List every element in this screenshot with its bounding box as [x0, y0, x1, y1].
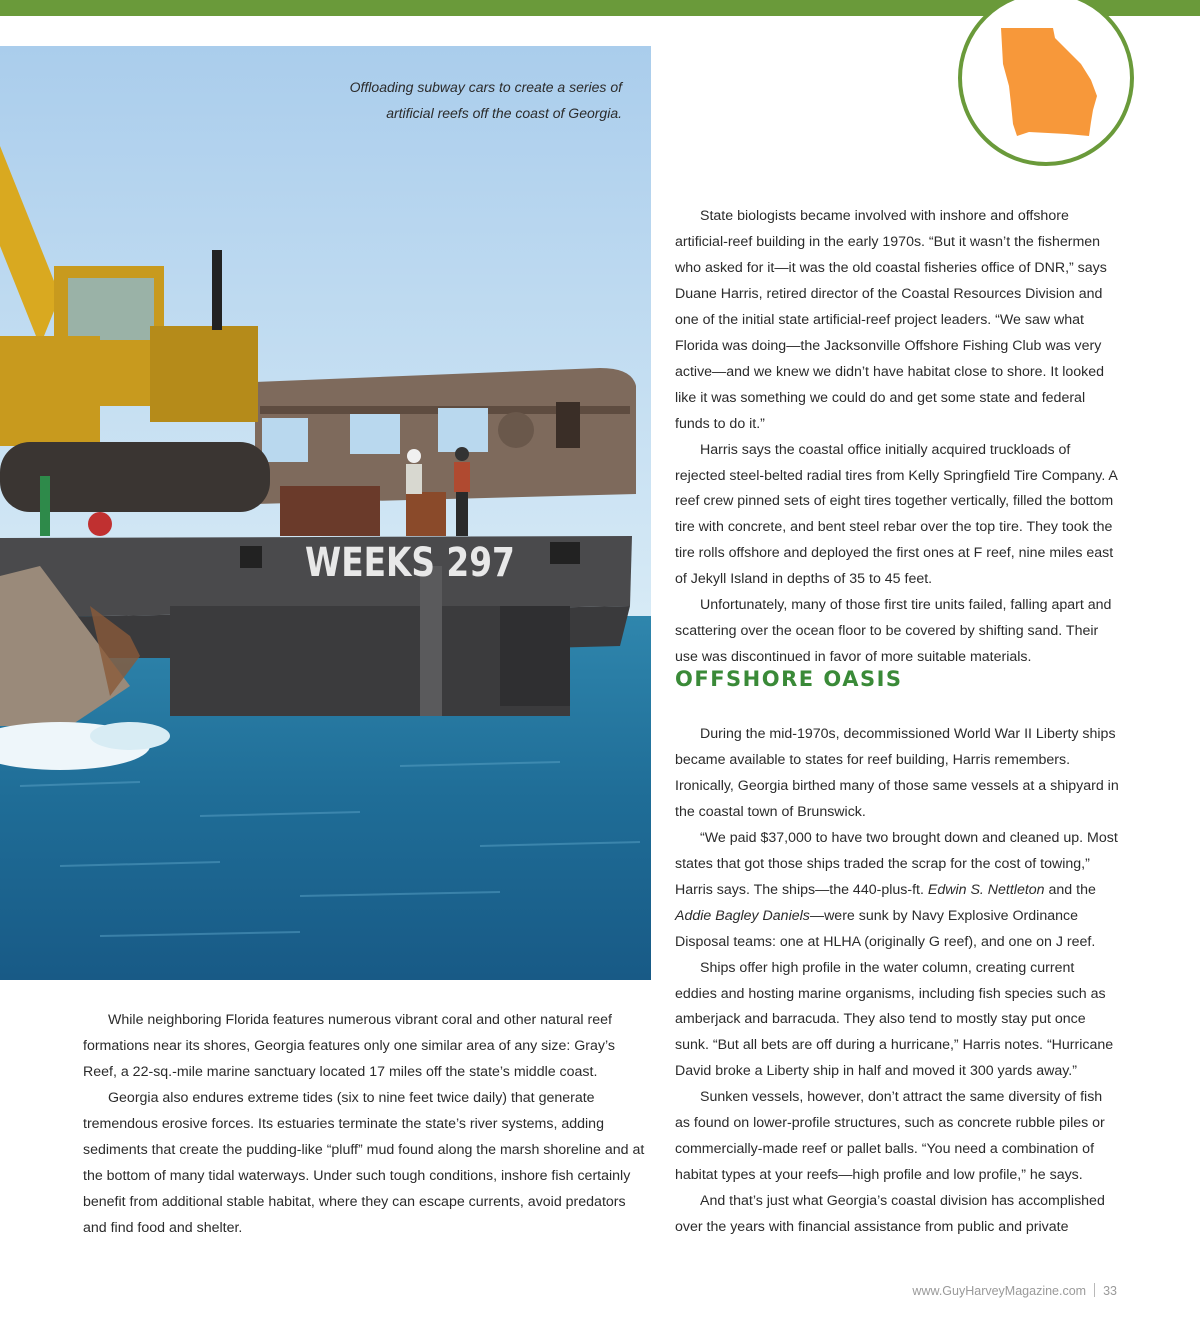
text-run: —were sunk by Navy Explosive Ordinance Disposal teams: one at HLHA (originally G reef), and one on J reef.: [675, 907, 1096, 950]
paragraph: Harris says the coastal office initially acquired truckloads of rejected steel-belted radial tires from Kelly Springfield Tire Company. A reef crew pinned sets of eight tires together vertically, filled the bottom tire with concrete, and bent steel rebar over the top tire. They took the tire rolls offshore and deployed the first ones at F reef, nine miles east of Jekyll Island in depths of 35 to 45 feet.: [675, 441, 1118, 588]
ship-name: Addie Bagley Daniels: [675, 907, 810, 924]
caption-line-2: artificial reefs off the coast of Georgia.: [386, 105, 622, 121]
footer-divider: [1094, 1283, 1095, 1297]
paragraph: Sunken vessels, however, don’t attract the same diversity of fish as found on lower-profile structures, such as concrete rubble piles or commercially-made reef or pallet balls. “You need a combination of habitat types at your reefs—high profile and low profile,” he says.: [675, 1089, 1105, 1184]
paragraph: Ships offer high profile in the water column, creating current eddies and hosting marine organisms, including fish species such as amberjack and barracuda. They also tend to mostly stay put once sunk. “But all bets are off during a hurricane,” Harris notes. “Hurricane David broke a Liberty ship in half and moved it 300 yards away.”: [675, 959, 1114, 1080]
barge-label: WEEKS 297: [305, 538, 515, 586]
georgia-state-badge: [957, 0, 1137, 166]
photo-caption: [300, 74, 622, 126]
caption-line-1: Offloading subway cars to create a series of: [349, 79, 622, 95]
page-footer: [912, 1283, 1117, 1298]
paragraph: Georgia also endures extreme tides (six to nine feet twice daily) that generate tremendous erosive forces. Its estuaries terminate the state’s river systems, adding sediments that create the pudding-like “pluff” mud found along the marsh shoreline and at the bottom of many tidal waterways. Under such tough conditions, inshore fish certainly benefit from additional stable habitat, where they can escape currents, avoid predators and find food and shelter.: [83, 1089, 645, 1236]
paragraph: [675, 826, 1120, 956]
barge-photo: [0, 46, 651, 980]
left-column: [83, 1008, 649, 1242]
paragraph: And that’s just what Georgia’s coastal division has accomplished over the years with financial assistance from public and private: [675, 1193, 1105, 1236]
page-number: 33: [1103, 1284, 1117, 1298]
right-column-top: [675, 204, 1120, 671]
ship-name: Edwin S. Nettleton: [927, 881, 1045, 898]
text-run: “We paid $37,000 to have two brought down and cleaned up. Most states that got those ships traded the scrap for the cost of towing,” Harris says. The ships—the 440-plus-ft.: [675, 829, 1118, 898]
section-heading: OFFSHORE OASIS: [675, 667, 903, 691]
paragraph: Unfortunately, many of those first tire units failed, falling apart and scattering over the ocean floor to be covered by shifting sand. Their use was discontinued in favor of more suitable materials.: [675, 597, 1112, 666]
website-link[interactable]: www.GuyHarveyMagazine.com: [912, 1284, 1087, 1298]
right-column-bottom: [675, 722, 1120, 1241]
text-run: and the: [1044, 881, 1096, 898]
paragraph: While neighboring Florida features numerous vibrant coral and other natural reef formations near its shores, Georgia features only one similar area of any size: Gray’s Reef, a 22-sq.-mile marine sanctuary located 17 miles off the state’s middle coast.: [83, 1012, 616, 1080]
paragraph: State biologists became involved with inshore and offshore artificial-reef building in the early 1970s. “But it wasn’t the fishermen who asked for it—it was the old coastal fisheries office of DNR,” says Duane Harris, retired director of the Coastal Resources Division and one of the initial state artificial-reef project leaders. “We saw what Florida was doing—the Jacksonville Offshore Fishing Club was very active—and we knew we didn’t have habitat close to shore. It looked like it was something we could do and get some state and federal funds to do it.”: [675, 208, 1107, 432]
paragraph: During the mid-1970s, decommissioned World War II Liberty ships became available to states for reef building, Harris remembers. Ironically, Georgia birthed many of those same vessels at a shipyard in the coastal town of Brunswick.: [675, 726, 1119, 820]
